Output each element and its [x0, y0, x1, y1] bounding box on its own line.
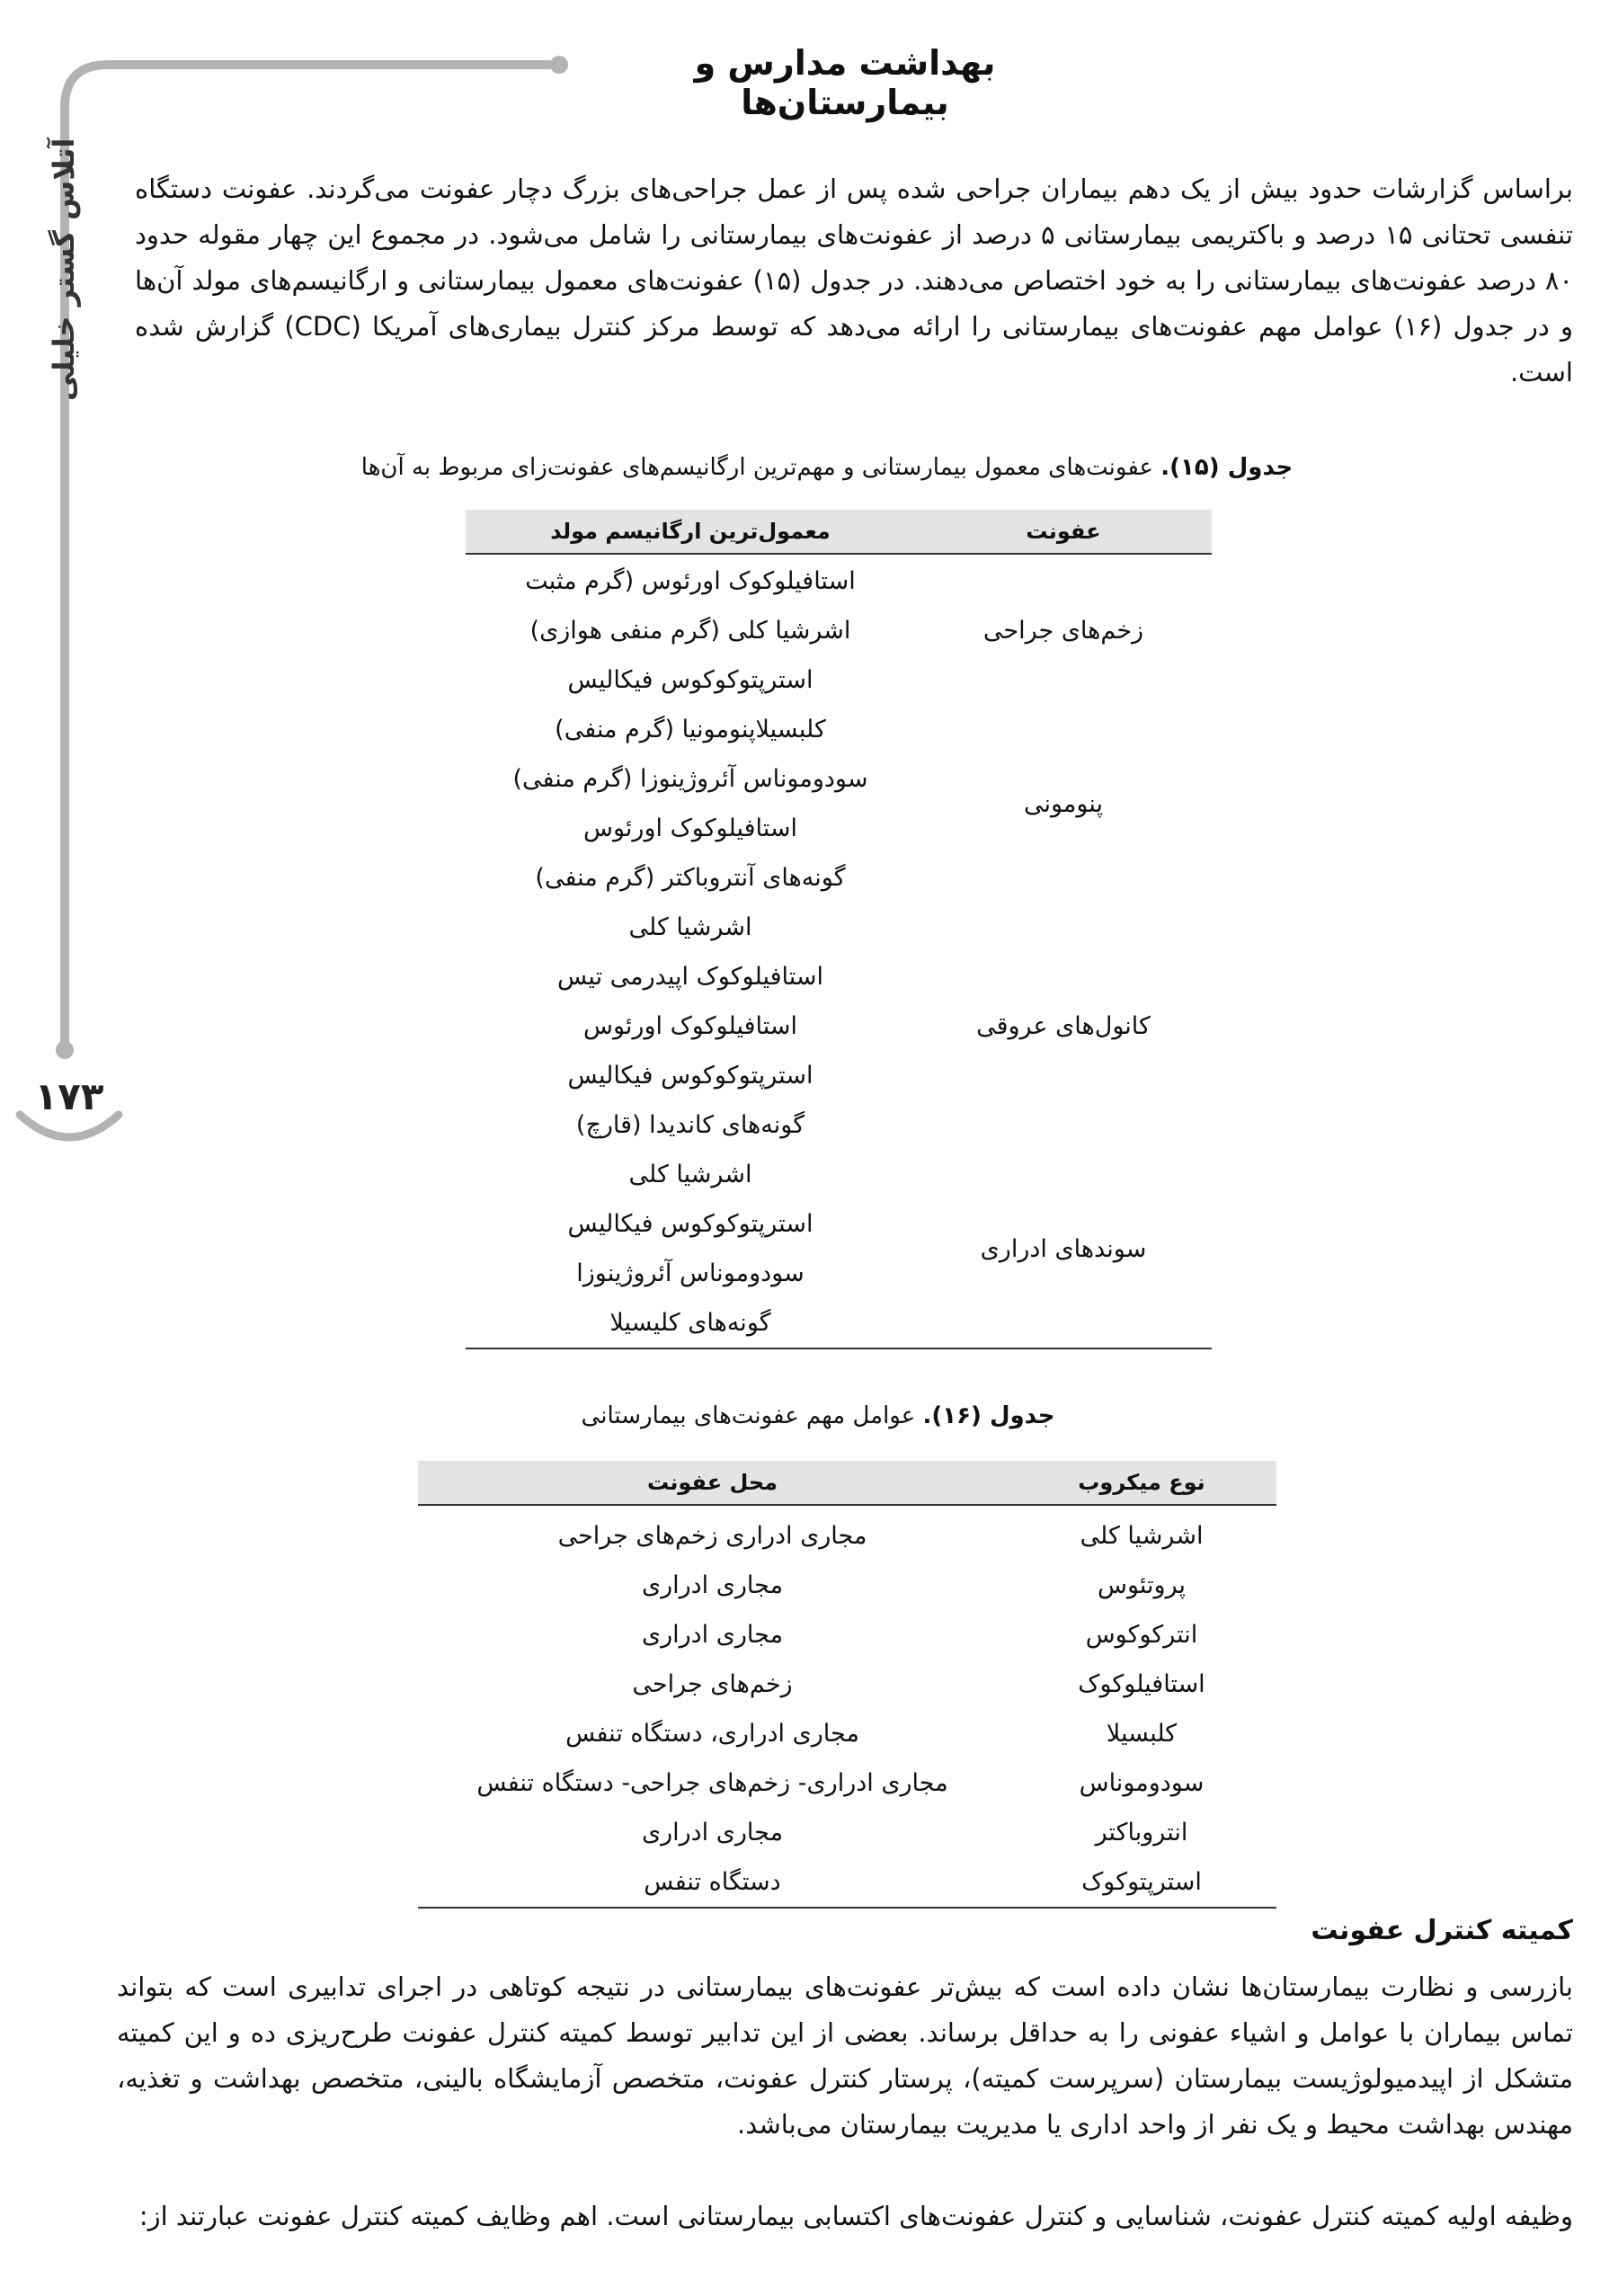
table-row: [418, 1758, 1276, 1808]
table-16-body: [418, 1505, 1276, 1908]
table-16-header-row: [418, 1461, 1276, 1505]
microbe-cell: انترکوکوس: [1085, 1621, 1198, 1649]
infection-site-cell: مجاری ادراری زخم‌های جراحی: [557, 1522, 867, 1550]
organism-name: استافیلوکوک اورئوس: [583, 814, 797, 842]
organism-name: سودوموناس آئروژینوزا: [576, 1259, 805, 1287]
infection-cell: سوندهای ادراری: [980, 1234, 1147, 1263]
infection-site-cell: زخم‌های جراحی: [632, 1670, 793, 1698]
microbe-cell: انتروباکتر: [1095, 1819, 1188, 1847]
organism-name: اشرشیا کلی (گرم منفی هوازی): [529, 617, 851, 645]
infection-cell: کانول‌های عروقی: [976, 1012, 1151, 1040]
microbe-cell: پروتئوس: [1097, 1571, 1187, 1599]
running-title: بهداشت مدارس و بیمارستان‌ها: [694, 43, 996, 122]
header-microbe: نوع میکروب: [1007, 1461, 1276, 1505]
infection-site-cell: دستگاه تنفس: [644, 1868, 781, 1896]
side-book-title: آتلاس گستر خلیلی: [47, 138, 81, 402]
infection-site-cell: مجاری ادراری، دستگاه تنفس: [565, 1720, 859, 1748]
infection-site-cell: مجاری ادراری: [641, 1571, 784, 1599]
microbe-cell: سودوموناس: [1079, 1769, 1205, 1797]
organism-name: کلبسیلاپنومونیا (گرم منفی): [555, 716, 826, 743]
table-row: [418, 1709, 1276, 1758]
organism-name: گونه‌های آنتروباکتر (گرم منفی): [535, 864, 846, 892]
table-row: [418, 1808, 1276, 1857]
infection-site-cell: مجاری ادراری- زخم‌های جراحی- دستگاه تنفس: [476, 1769, 948, 1797]
microbe-cell: استرپتوکوک: [1081, 1868, 1202, 1896]
organism-cell: [466, 903, 915, 1150]
organism-name: استرپتوکوکوس فیکالیس: [567, 666, 813, 694]
frame-dot-top: [550, 56, 568, 74]
microbe-cell: استافیلوکوک: [1078, 1670, 1205, 1698]
table-row: [418, 1505, 1276, 1561]
microbe-cell: اشرشیا کلی: [1080, 1522, 1204, 1550]
organism-name: اشرشیا کلی: [628, 1161, 752, 1188]
infection-site-cell: مجاری ادراری: [641, 1621, 784, 1649]
table-15-caption-text: عفونت‌های معمول بیمارستانی و مهم‌ترین ارگانیسم‌های عفونت‌زای مربوط به آن‌ها: [360, 454, 1161, 481]
table-row: [466, 554, 1212, 705]
header-infection: عفونت: [915, 510, 1212, 554]
table-16-caption-text: عوامل مهم عفونت‌های بیمارستانی: [581, 1402, 923, 1429]
organism-name: استرپتوکوکوس فیکالیس: [567, 1210, 813, 1238]
organism-name: استرپتوکوکوس فیکالیس: [567, 1062, 813, 1090]
table-16: [418, 1461, 1276, 1909]
table-16-caption: [413, 1402, 1222, 1429]
frame-dot-bottom: [56, 1041, 74, 1059]
infection-cell: زخم‌های جراحی: [982, 617, 1144, 645]
table-row: [418, 1660, 1276, 1709]
microbe-cell: کلبسیلا: [1106, 1720, 1178, 1748]
organism-cell: [466, 705, 915, 903]
organism-name: گونه‌های کلیسیلا: [609, 1309, 771, 1337]
intro-paragraph: براساس گزارشات حدود بیش از یک دهم بیماران جراحی شده پس از عمل جراحی‌های بزرگ دچار عفونت می‌گردند. عفونت دستگاه تنفسی تحتانی ۱۵ درصد و باکتریمی بیمارستانی ۵ درصد از عفونت‌های بیمارستانی را شامل می‌شود. در مجموع این چهار مقوله حدود ۸۰ درصد عفونت‌های بیمارستانی را به خود اختصاص می‌دهند. در جدول (۱۵) عفونت‌های معمول بیمارستانی و ارگانیسم‌های مولد آن‌ها و در جدول (۱۶) عوامل مهم عفونت‌های بیمارستانی را ارائه می‌دهد که توسط مرکز کنترل بیماری‌های آمریکا (CDC) گزارش شده است.: [135, 174, 1574, 387]
infection-site-cell: مجاری ادراری: [641, 1819, 784, 1847]
infection-cell: پنومونی: [1023, 789, 1104, 818]
table-15-header-row: [466, 510, 1212, 554]
organism-name: استافیلوکوک اورئوس (گرم مثبت: [525, 567, 856, 595]
table-row: [418, 1610, 1276, 1660]
table-16-caption-label: جدول (۱۶).: [922, 1402, 1055, 1429]
organism-name: گونه‌های کاندیدا (قارچ): [575, 1111, 805, 1139]
table-row: [466, 1150, 1212, 1348]
organism-name: استافیلوکوک اپیدرمی تیس: [557, 963, 823, 991]
header-site: محل عفونت: [418, 1461, 1007, 1505]
page-number: ۱۷۳: [34, 1074, 104, 1118]
table-15-caption: [324, 454, 1330, 481]
organism-name: استافیلوکوک اورئوس: [583, 1012, 797, 1040]
section-heading-infection-committee: کمیته کنترل عفونت: [1311, 1915, 1573, 1946]
table-row: [418, 1561, 1276, 1610]
table-row: [466, 903, 1212, 1150]
table-15-caption-label: جدول (۱۵).: [1160, 454, 1294, 481]
table-row: [466, 705, 1212, 903]
organism-cell: [466, 1150, 915, 1348]
organism-name: اشرشیا کلی: [628, 913, 752, 941]
table-15-body: [466, 554, 1212, 1348]
committee-paragraph-2: وظیفه اولیه کمیته کنترل عفونت، شناسایی و کنترل عفونت‌های اکتسابی بیمارستانی است. اهم وظایف کمیته کنترل عفونت عبارتند از:: [138, 2201, 1573, 2231]
header-organism: معمول‌ترین ارگانیسم مولد: [466, 510, 915, 554]
organism-name: سودوموناس آئروژینوزا (گرم منفی): [512, 765, 868, 793]
table-row: [418, 1857, 1276, 1908]
table-15: [466, 510, 1212, 1349]
organism-cell: [466, 554, 915, 705]
committee-paragraph-1: بازرسی و نظارت بیمارستان‌ها نشان داده است که بیش‌تر عفونت‌های بیمارستانی در نتیجه کوتاهی در اجرای تدابیری است که بتواند تماس بیماران با عوامل و اشیاء عفونی را به حداقل برساند. بعضی از این تدابیر توسط کمیته کنترل عفونت طرح‌ریزی ده و این کمیته متشکل از اپیدمیولوژیست بیمارستان (سرپرست کمیته)، پرستار کنترل عفونت، متخصص آزمایشگاه بالینی، متخصص بهداشت و تغذیه، مهندس بهداشت محیط و یک نفر از واحد اداری یا مدیریت بیمارستان می‌باشد.: [117, 1971, 1573, 2140]
